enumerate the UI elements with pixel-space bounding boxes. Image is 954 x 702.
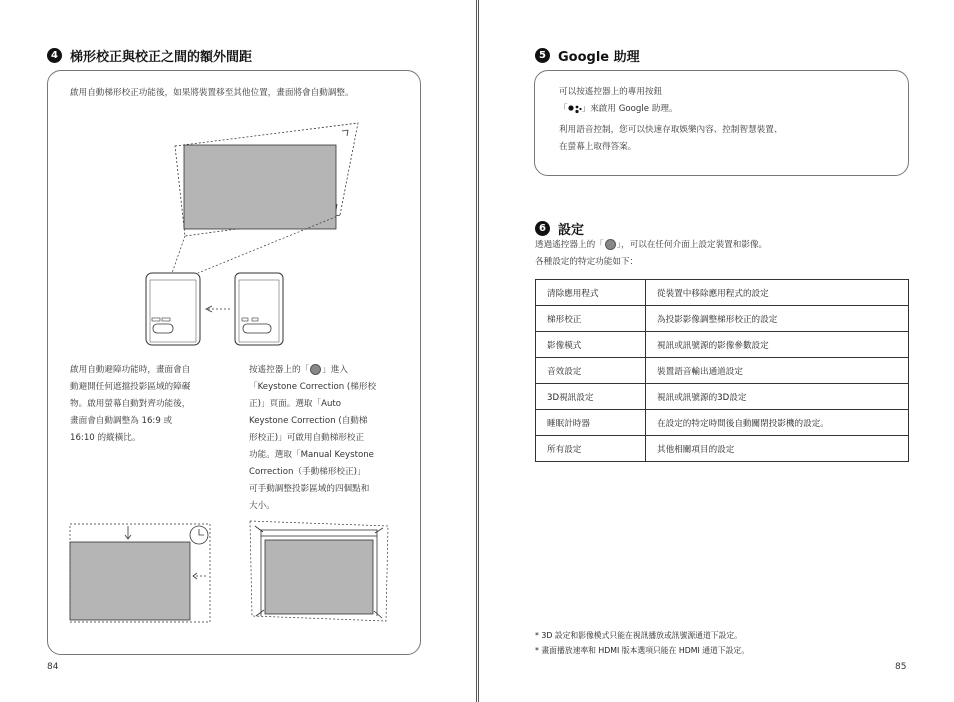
footnote-1: * 3D 設定和影像模式只能在視訊播放或訊號源通道下設定。 bbox=[535, 631, 742, 640]
setting-description: 裝置語音輸出通道設定 bbox=[646, 358, 909, 384]
section-heading-settings bbox=[535, 219, 584, 238]
projector-icon bbox=[146, 273, 200, 345]
section-title: 梯形校正與校正之間的額外間距 bbox=[70, 50, 253, 65]
setting-name: 清除應用程式 bbox=[536, 280, 646, 306]
google-assistant-icon bbox=[568, 104, 582, 114]
table-row bbox=[536, 306, 909, 332]
section-number: 6 bbox=[535, 221, 550, 236]
table-row bbox=[536, 332, 909, 358]
settings-intro-2: 各種設定的特定功能如下： bbox=[535, 257, 639, 267]
table-row bbox=[536, 358, 909, 384]
keystone-instruction-text: 按遙控器上的「 」進入 「Keystone Correction (梯形校 正)」頁面。選取「Auto Keystone Correction (自動梯 形校正)」可啟用自動梯形校正 功能。選取「Manual Keystone Correction（手動梯形校正)」 可手動調整投影區域的四個點和 大小。 bbox=[249, 365, 377, 511]
keystone-intro-text: 啟用自動梯形校正功能後，如果將裝置移至其他位置，畫面將會自動調整。 bbox=[70, 88, 354, 98]
table-row bbox=[536, 410, 909, 436]
right-page bbox=[478, 0, 954, 702]
fitted-screen bbox=[265, 540, 373, 614]
setting-description: 其他相關項目的設定 bbox=[646, 436, 909, 462]
section-title: 設定 bbox=[558, 223, 585, 238]
footnote-2: * 畫面播放速率和 HDMI 版本選項只能在 HDMI 通道下設定。 bbox=[535, 646, 750, 655]
section-title: Google 助理 bbox=[558, 50, 640, 65]
projector-icon bbox=[235, 273, 283, 345]
google-line1: 可以按遙控器上的專用按鈕 bbox=[559, 87, 663, 97]
setting-name: 影像模式 bbox=[536, 332, 646, 358]
screen-fit-illustration bbox=[247, 518, 391, 624]
setting-description: 視訊或訊號源的影像參數設定 bbox=[646, 332, 909, 358]
obstacle-avoidance-text: 啟用自動避障功能時，畫面會自 動避開任何遮擋投影區域的障礙 物。啟用螢幕自動對齊功能後， 畫面會自動調整為 16:9 或 16:10 的縱橫比。 bbox=[70, 365, 191, 443]
keystone-projection-illustration bbox=[140, 118, 370, 350]
setting-name: 3D視訊設定 bbox=[536, 384, 646, 410]
table-row bbox=[536, 280, 909, 306]
setting-name: 睡眠計時器 bbox=[536, 410, 646, 436]
corner-arrow-icon bbox=[256, 610, 264, 616]
setting-description: 為投影影像調整梯形校正的設定 bbox=[646, 306, 909, 332]
page-number-right: 85 bbox=[895, 662, 907, 672]
setting-description: 從裝置中移除應用程式的設定 bbox=[646, 280, 909, 306]
setting-description: 視訊或訊號源的3D設定 bbox=[646, 384, 909, 410]
google-line2: 「 」來啟用 Google 助理。 bbox=[559, 104, 678, 114]
table-row bbox=[536, 436, 909, 462]
section-heading-google bbox=[535, 46, 640, 65]
corner-arrow-icon bbox=[374, 611, 382, 618]
table-row bbox=[536, 384, 909, 410]
section-heading-keystone bbox=[47, 46, 252, 65]
settings-button-icon bbox=[310, 364, 321, 375]
setting-name: 音效設定 bbox=[536, 358, 646, 384]
obstacle-avoidance-illustration bbox=[68, 520, 214, 624]
avoided-screen bbox=[70, 542, 190, 620]
setting-description: 在設定的特定時間後自動關閉投影機的設定。 bbox=[646, 410, 909, 436]
google-voice-text: 利用語音控制，您可以快速存取娛樂內容、控制智慧裝置、 在螢幕上取得答案。 bbox=[559, 125, 783, 152]
corner-arrow-icon bbox=[255, 526, 263, 532]
page-number-left: 84 bbox=[47, 662, 59, 672]
section-number: 5 bbox=[535, 48, 550, 63]
settings-table bbox=[535, 279, 909, 462]
section-number: 4 bbox=[47, 48, 62, 63]
corrected-screen bbox=[184, 145, 336, 229]
setting-name: 梯形校正 bbox=[536, 306, 646, 332]
projection-screen-top bbox=[261, 530, 377, 536]
corner-arrow-icon bbox=[342, 130, 348, 136]
settings-intro: 透過遙控器上的「 」，可以在任何介面上設定裝置和影像。 bbox=[535, 240, 768, 250]
settings-button-icon bbox=[605, 239, 616, 250]
setting-name: 所有設定 bbox=[536, 436, 646, 462]
